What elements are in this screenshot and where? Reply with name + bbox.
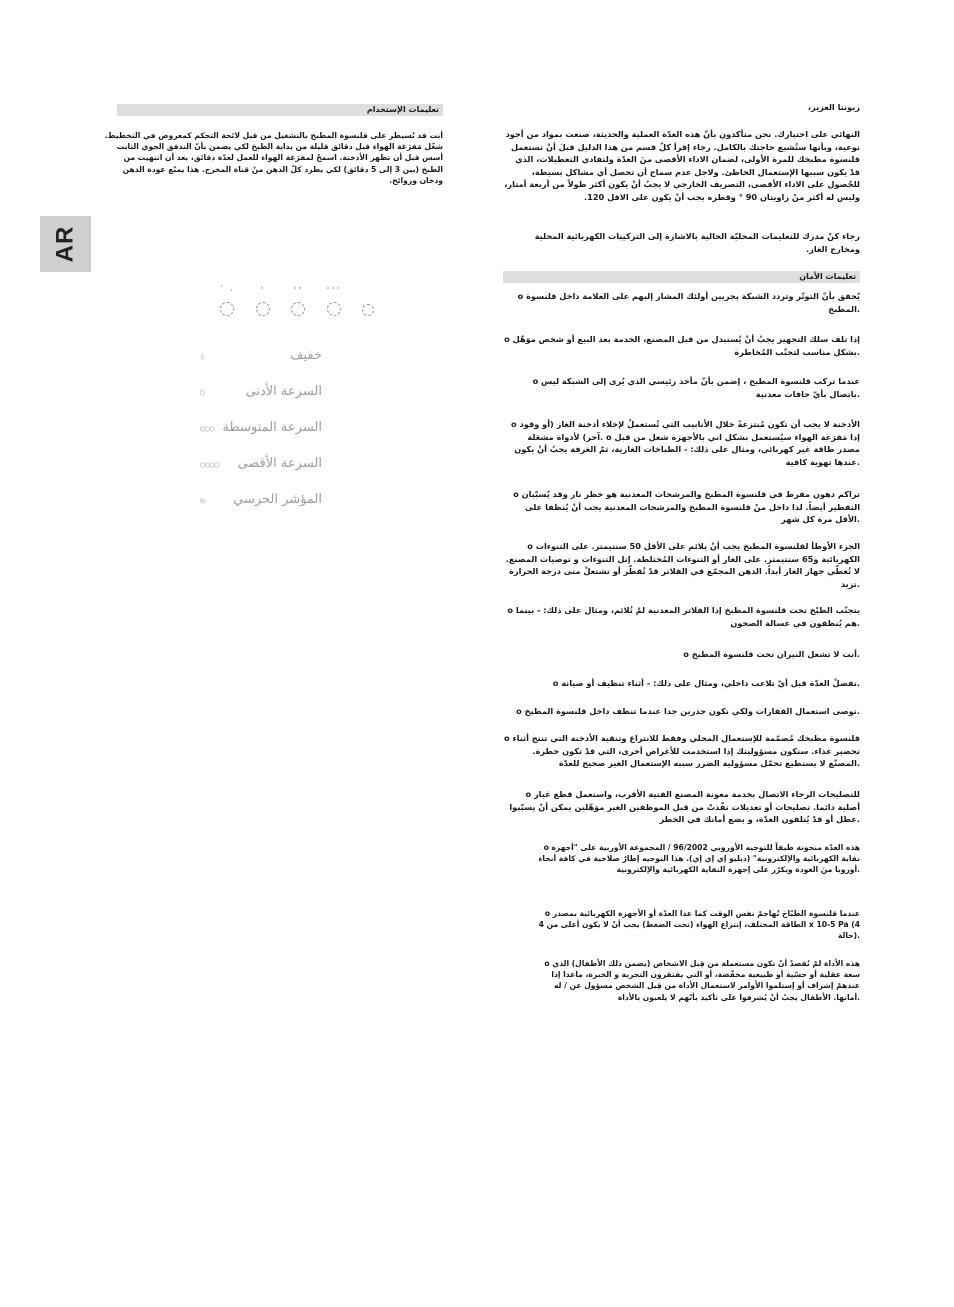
timer-icon — [354, 282, 384, 320]
legend-label: السرعة الأقصى — [237, 456, 322, 471]
legend-item — [196, 456, 328, 492]
safety-item: o توصى استعمال القفازات ولكي تكون حذرين جدا عندما تنظف داخل قلنسوة المطبخ. — [516, 706, 860, 716]
safety-item: o الأدخنة لا يجب أن تكون مُنتزعةً خلال الأنابيب التي تُستعملُ لإخلاء أدخنة الغاز (أو وقود آخر) لأدواة مشعَلة. o إذا مَفرَغة الهواء سيُستعمل بشكل اني بالأجهزة شغل من قبل مصدر طاقة غير كهربائي، ومثال على ذلك: - الطباخات الغازية، ثمّ الغرفة يجبُ أنْ يكون عندها تهوية كافية. — [511, 419, 860, 467]
safety-section-title: تعليمات الأمان — [799, 272, 856, 281]
intro-paragraph: النهائي على اختيارك. نحن متأكدون بأنّ هذه العدّة العملية والحديثة، صنعت بمواد من أجود نوعية، وبأنها ستُشبع حاجتك بالكامل. رجاء إقرأ كلّ قسم من هذا الدليل قبلَ أنْ تستعمل قلنسوة مطبخك للمرة الأولى، لضمان الاداء الأقصى منَ العدّة ولتفادي التعطيلات، الذي قدْ يكون سببها الإستعمال الخاطئ. ولاجل عدم سماح أن تحصل أي مشاكل بسيطة، للحُصول على الاداء الأقصى، التصريف الخارجي لا يجبُ أنْ يكون أكثر طولاً من أربعة أمتار، وليس له أكثر منْ زاويتان 90 ° وقطره يجب أنْ يكون على الاقل 120. — [504, 129, 860, 202]
speed-1-icon: ∘ — [248, 282, 278, 320]
legend-label: خفيف — [290, 348, 322, 363]
safety-item: o الجزء الأوطأ لقلنسوة المطبخ يجب أنْ يلائم على الأقل 50 سنتيمتر. على التنوءات الكهربائية و65 سنتيمتر. على الغاز أو التنوءات المُختلطة. إتل التنوءات و توصيات المصنع. لا تُغطّي جهاز الغاز أبداً. الدهن المجمّع في الفلاتر قدْ تُقطّر أو تشتعلْ متى درجة الحرارة تزيد. — [505, 541, 860, 589]
legend-label: المؤشر الحرسي — [233, 492, 322, 507]
safety-item: o أنت لا تشعل النيران تحت قلنسوة المطبخ. — [683, 649, 860, 659]
usage-section-title: تعليمات الإستخدام — [366, 105, 439, 114]
safety-item: o عندما قلنسوة الطبّاخ تُهاجمْ نفس الوقت كما عدا العدّة أو الأجهزة الكهربائية بمصدر الطاقة المختلف، إنتزاع الهواء (تحت الضغط) يجب أنْ لا يكون أعلى من 4 x 10-5 Pa (4 حالة). — [538, 909, 860, 941]
legend-label: السرعة المتوسطة — [222, 420, 322, 435]
speed-3-symbol-icon: ○○○○ — [200, 460, 220, 469]
legend-item — [196, 384, 328, 420]
safety-item: o هذه العدّة منحوتة طبقاً للتوجيه الأوروبي 96/2002 / المجموعة الأوربية على "أجهزة نفاية الكهربائية والإلكترونية" (دبليو إي إي إي). هذا التوجيه إطارٌ صلاحية في كافة أنحاء أوروبا منَ العودة ويكرّر على إجهزة النفاية الكهربائية والإلكترونية. — [538, 843, 860, 875]
speed-2-icon: ∘∘ — [283, 282, 313, 320]
legend-item — [196, 348, 328, 384]
legend-label: السرعة الأدنى — [245, 384, 322, 399]
speed-1-symbol-icon: ○ — [200, 388, 205, 397]
control-legend — [196, 348, 328, 528]
safety-item: o قلنسوة مطبخك مُصمّمة للإستعمال المحلي وفقط للانتزاع وتنقية الأدخنة التي تنتج أثناء تحضير غذاء. ستكون مسؤوليتك إذا استخدمت للأغراض أخرى، التي قدْ تكون خطرة. المصنّع لا يستطيع تحمّل مسؤولية الضرر سببه الإستعمال الغير صحيح للعدّة. — [503, 733, 860, 769]
safety-item: o إذا تلف سلك التجهيز يجبُ أنْ يُستبدل من قبل المصنع، الخدمة بعد البيع أو شخص موَهّل بشكل مناسب لتجنّب المُخاطرة. — [504, 334, 860, 357]
language-tab — [40, 216, 91, 272]
safety-item: o هذه الأداة لمْ تُقصدْ أنْ تكون مستعملة من قِبل الاشخاص (يضمن ذلك الأطفال) الذي سعة عقلية أو حسّية أو طبيعية مخفّضة، أو التي يفتقرون التجربة و الخبرة، ماعدا إذا عندهمْ إشراف أو إستلموا الأوامر لاستعمال الأداة من قِبل الشخص مسؤول عن / له أمانها. الأطفال يجبُ أنْ يُشرفوا على تأكيد بأنّهم لا يلعبون بالأداة. — [544, 959, 860, 1002]
safety-item: o تفصلْ العدّة قبل أيّ تلاعب داخلي، ومثال على ذلك: - أثناء تنظيف أو صيانة. — [552, 678, 860, 688]
safety-item: o تراكم دهون مفرط في قلنسوة المطبخ والمرشحات المعدنية هو خطر نار وقد يُسبّبان التقطير أيضاً. لذا داخل منْ قلنسوة المطبخ والمرشحات المعدنية يجب أنْ يُنظفا على الأقل مرة كل شهر. — [513, 489, 860, 525]
speed-3-icon: ∘∘∘ — [319, 282, 349, 320]
legend-item — [196, 492, 328, 528]
usage-paragraph: أنت قد تُسيطر على قلنسوة المطبخ بالتشغيل من قبل لائحة التحكم كمعروض في التخطيط. شغّل مَفرَغة الهواء قبل دقائق قليلة من بداية الطبخ لكي يضمن بأنّ التدفق الجوي الثابت أسس قبل أن تظهر الأدخنة. اسمحْ لمفرَغة الهواء للعمل لعدّة دقائق، بعد أن انتهيت من الطبخ (بين 3 إلى 5 دقائق) لكي يطرد كلّ الدهن منْ قناة المخرج. هذا يمنّع عودة الدهن ودخان وروائح. — [104, 131, 443, 185]
safety-item: o يُحقق بأنّ التوتّر وتردد الشبكة يجريين أولئك المشار إليهم على العلامة داخل قلنسوة المطبخ. — [517, 291, 860, 314]
greeting: زبوننا العزيز، — [807, 102, 860, 112]
speed-2-symbol-icon: ○○○ — [200, 424, 215, 433]
usage-section-header — [117, 104, 443, 116]
safety-item: o للتصليحات الرجاء الاتصال بخدمة معونة المصنع الفنية الأقرب، واستعمل قطع غيار أصلية دائما. تصليحات أو تعديلات نفّذتْ من قبل الموظفين الغير موَهّلين يمكن أنْ يسبّبوا عطل أو قدْ يُتلفون العدّة، و يضع أمانك في الخطر. — [509, 789, 860, 825]
timer-symbol-icon: ◎ — [200, 496, 205, 505]
safety-item: o عندما تركب قلنسوة المطبخ ، إضمن بأنّ مأخذ رئيسي الذي يُرى إلى الشبكة ليس باتصال بأيّ حافات معدنية. — [532, 376, 860, 399]
light-icon: ' , — [212, 282, 242, 320]
intro-local-regulations: رجاء كنْ مدرك للتعليمات المحليّة الحالية بالاشارة إلى التركيبات الكهربائية المحلية ومخارج الغاز. — [534, 231, 860, 254]
legend-item — [196, 420, 328, 456]
safety-item: o يتجنّب الطبْخ تحت قلنسوة المطبخ إذا الفلاتر المعدنية لمْ تُلائم، ومثال على ذلك: - بينما هم يُنظفون في غسالة الصحون. — [507, 605, 860, 628]
language-tab-label: AR — [51, 225, 79, 263]
safety-section-header — [503, 271, 860, 283]
light-symbol-icon: ▯ — [200, 352, 205, 361]
control-panel-icons — [212, 280, 384, 320]
